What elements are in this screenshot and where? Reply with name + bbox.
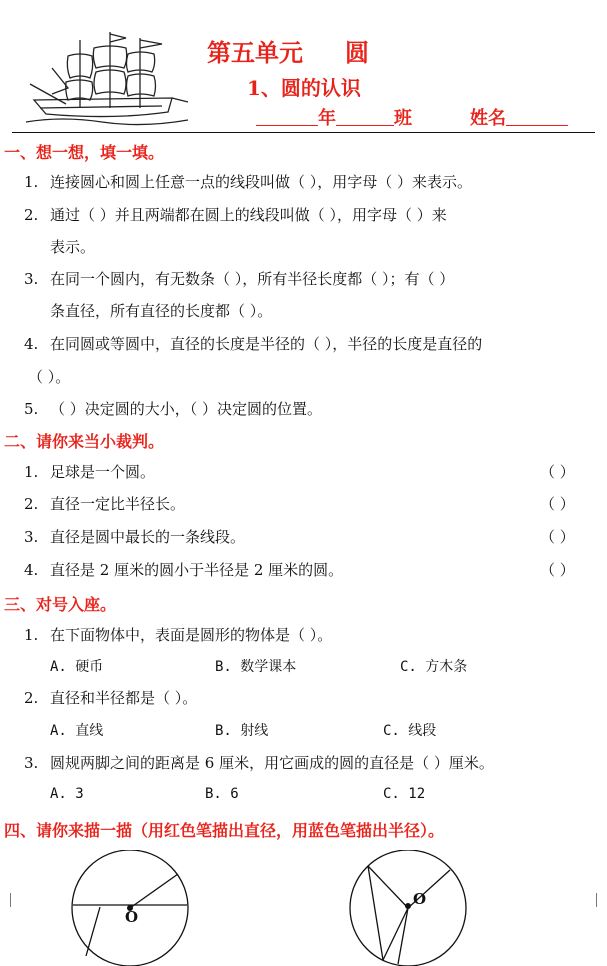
q-text: 在下面物体中，表面是圆形的物体是（ ）。 [50,626,333,644]
section3-title: 三、对号入座。 [4,595,117,614]
option-a[interactable]: A. 硬币 [50,659,104,675]
q-number: 3. [24,270,39,288]
s2-item-2 [24,493,185,514]
sailing-ship-illustration [22,28,192,128]
option-b[interactable]: B. 6 [205,786,239,802]
s2-item-1 [24,461,155,482]
unit-title [207,33,369,68]
q-number: 3. [24,754,39,772]
right-chord-lower [383,908,408,960]
q-number: 2. [24,689,39,707]
right-center-label: O [413,890,427,908]
year-label: 年 [318,108,336,129]
section2-title: 二、请你来当小裁判。 [4,432,165,451]
q-number: 5. [24,400,39,418]
s1-question-2-cont: 表示。 [50,238,96,256]
name-label: 姓名 [470,108,506,129]
section4-title: 四、请你来描一描（用红色笔描出直径，用蓝色笔描出半径）。 [4,821,445,840]
s3-question-3 [24,752,494,773]
class-info-line [256,104,568,130]
q-text: 在同圆或等圆中，直径的长度是半径的（ ），半径的长度是直径的 [50,335,483,353]
option-a[interactable]: A. 3 [50,786,84,802]
q-text: 直径和半径都是（ ）。 [50,689,198,707]
s1-question-4-cont: （ ）。 [28,368,71,386]
q-text: 圆规两脚之间的距离是 6 厘米，用它画成的圆的直径是（ ）厘米。 [50,754,494,772]
s1-question-2 [24,204,447,225]
q-number: 1. [24,463,39,481]
q-text: 直径一定比半径长。 [50,495,186,513]
s2-item-3 [24,526,245,547]
class-label: 班 [394,108,412,129]
option-a[interactable]: A. 直线 [50,723,104,739]
page-corner-mark [10,893,17,907]
q-number: 2. [24,206,39,224]
q-number: 1. [24,626,39,644]
left-radius-line [130,874,178,908]
section1-title: 一、想一想，填一填。 [4,143,165,162]
s3-question-2 [24,687,197,708]
q-text: 足球是一个圆。 [50,463,156,481]
s2-item-4 [24,559,343,580]
q-text: 连接圆心和圆上任意一点的线段叫做（ ），用字母（ ）来表示。 [50,173,473,191]
page-corner-mark [590,893,597,907]
name-blank[interactable] [506,107,568,126]
s3-question-1 [24,624,332,645]
s1-question-3 [24,268,454,289]
year-blank[interactable] [256,107,318,126]
s1-question-5 [24,398,322,419]
judge-box-3[interactable]: （ ） [540,528,575,546]
q-text: 直径是 2 厘米的圆小于半径是 2 厘米的圆。 [50,561,344,579]
s1-question-4 [24,333,482,354]
q-text: 直径是圆中最长的一条线段。 [50,528,246,546]
s1-question-3-cont: 条直径，所有直径的长度都（ ）。 [50,302,273,320]
left-center-label: O [125,908,139,926]
option-b[interactable]: B. 射线 [215,723,269,739]
left-lower-chord [86,907,100,956]
option-c[interactable]: C. 方木条 [400,659,468,675]
right-center-dot [405,903,411,909]
judge-box-4[interactable]: （ ） [540,561,575,579]
lesson-title: 1、圆的认识 [247,76,361,100]
header-divider [12,132,595,133]
unit-title-text: 第五单元 [207,38,303,67]
option-b[interactable]: B. 数学课本 [215,659,297,675]
judge-box-1[interactable]: （ ） [540,463,575,481]
s1-question-1 [24,171,472,192]
q-text: （ ）决定圆的大小，（ ）决定圆的位置。 [50,400,323,418]
right-chord-inner [398,908,408,964]
option-c[interactable]: C. 12 [383,786,426,802]
unit-topic: 圆 [345,38,369,67]
option-c[interactable]: C. 线段 [383,723,437,739]
q-number: 1. [24,173,39,191]
q-text: 通过（ ）并且两端都在圆上的线段叫做（ ），用字母（ ）来 [50,206,447,224]
q-number: 2. [24,495,39,513]
q-number: 3. [24,528,39,546]
class-blank[interactable] [336,107,394,126]
judge-box-2[interactable]: （ ） [540,495,575,513]
circle-diagrams [0,850,607,966]
q-text: 在同一个圆内，有无数条（ ），所有半径长度都（ ）；有（ ） [50,270,455,288]
q-number: 4. [24,335,39,353]
q-number: 4. [24,561,39,579]
